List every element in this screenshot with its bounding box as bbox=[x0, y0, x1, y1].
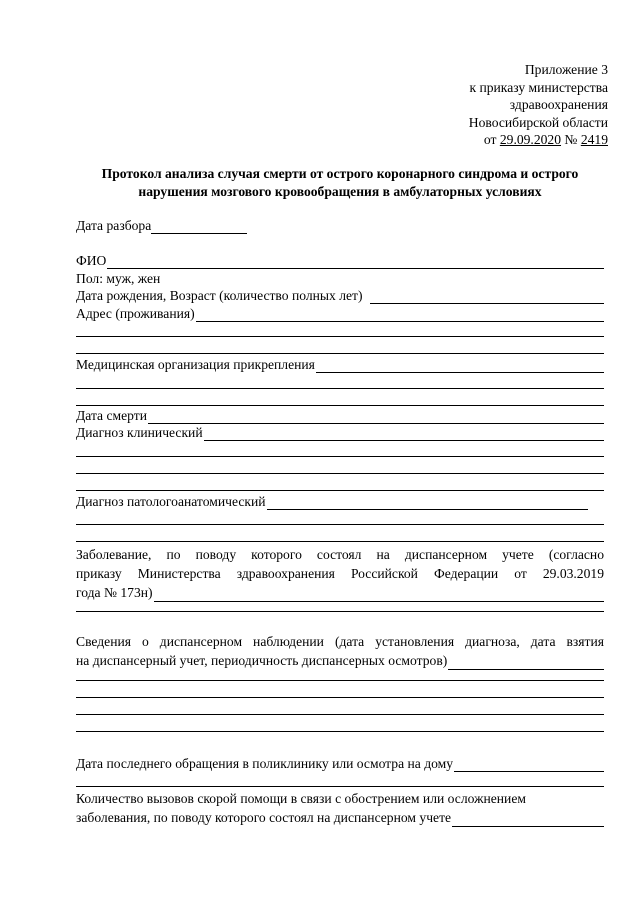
dispensary-info-line-5[interactable] bbox=[76, 714, 604, 715]
dispensary-info-line-4[interactable] bbox=[76, 697, 604, 698]
dispensary-disease-line-1: Заболевание, по поводу которого состоял на диспансерном учете (согласно bbox=[76, 547, 604, 562]
dispensary-info-line-3[interactable] bbox=[76, 680, 604, 681]
birth-age-label: Дата рождения, Возраст (количество полных лет) bbox=[76, 288, 363, 303]
clinical-diagnosis-line-2[interactable] bbox=[76, 456, 604, 457]
last-visit-row bbox=[76, 756, 604, 772]
pathology-diagnosis-label: Диагноз патологоанатомический bbox=[76, 494, 266, 509]
full-name-row bbox=[76, 253, 604, 269]
dispensary-disease-block bbox=[76, 545, 604, 602]
ambulance-label-end: заболевания, по поводу которого состоял на диспансерном учете bbox=[76, 810, 452, 825]
appendix-line-3: здравоохранения bbox=[509, 97, 608, 113]
document-title bbox=[70, 165, 610, 200]
dispensary-info-field[interactable] bbox=[448, 657, 604, 670]
dispensary-disease-line-2: приказу Министерства здравоохранения Российской Федерации от 29.03.2019 bbox=[76, 566, 604, 581]
address-field[interactable] bbox=[196, 309, 604, 322]
med-org-line-3[interactable] bbox=[76, 405, 604, 406]
address-line-3[interactable] bbox=[76, 353, 604, 354]
ambulance-block bbox=[76, 789, 604, 827]
dispensary-disease-field[interactable] bbox=[154, 589, 604, 602]
review-date-field[interactable] bbox=[151, 221, 247, 234]
med-org-label: Медицинская организация прикрепления bbox=[76, 357, 315, 372]
review-date-row bbox=[76, 218, 247, 234]
sex-label: Пол: муж, жен bbox=[76, 271, 161, 286]
dispensary-info-block bbox=[76, 632, 604, 670]
appendix-line-1: Приложение 3 bbox=[524, 62, 608, 77]
dispensary-disease-line-extra[interactable] bbox=[76, 611, 604, 612]
death-date-label: Дата смерти bbox=[76, 408, 147, 423]
death-date-row bbox=[76, 408, 604, 424]
full-name-field[interactable] bbox=[107, 256, 604, 269]
dispensary-info-line-2 bbox=[76, 651, 604, 670]
clinical-diagnosis-field[interactable] bbox=[204, 428, 604, 441]
ambulance-field[interactable] bbox=[452, 814, 604, 827]
title-line-1: Протокол анализа случая смерти от острого коронарного синдрома и острого bbox=[101, 166, 579, 181]
address-label: Адрес (проживания) bbox=[76, 306, 195, 321]
appendix-line-4: Новосибирской области bbox=[468, 114, 608, 130]
clinical-diagnosis-label: Диагноз клинический bbox=[76, 425, 203, 440]
med-org-field[interactable] bbox=[316, 360, 604, 373]
dispensary-disease-line-3 bbox=[76, 583, 604, 602]
med-org-line-2[interactable] bbox=[76, 388, 604, 389]
appendix-prefix: от bbox=[483, 132, 497, 148]
full-name-label: ФИО bbox=[76, 253, 107, 268]
address-row bbox=[76, 306, 604, 322]
med-org-row bbox=[76, 357, 604, 373]
pathology-diagnosis-row bbox=[76, 494, 588, 510]
clinical-diagnosis-line-3[interactable] bbox=[76, 473, 604, 474]
clinical-diagnosis-line-4[interactable] bbox=[76, 490, 604, 491]
appendix-order-ref bbox=[469, 131, 608, 149]
appendix-number: 2419 bbox=[580, 132, 608, 148]
dispensary-info-line-1: Сведения о диспансерном наблюдении (дата установления диагноза, дата взятия bbox=[76, 634, 604, 649]
dispensary-disease-label-end: года № 173н) bbox=[76, 585, 153, 600]
pathology-diagnosis-line-3[interactable] bbox=[76, 541, 604, 542]
review-date-label: Дата разбора bbox=[76, 218, 152, 233]
birth-age-field[interactable] bbox=[370, 291, 604, 304]
last-visit-field[interactable] bbox=[454, 759, 604, 772]
pathology-diagnosis-field[interactable] bbox=[267, 497, 588, 510]
dispensary-info-line-6[interactable] bbox=[76, 731, 604, 732]
ambulance-line-1: Количество вызовов скорой помощи в связи с обострением или осложнением bbox=[76, 791, 526, 806]
title-line-2: нарушения мозгового кровообращения в амбулаторных условиях bbox=[138, 183, 542, 199]
sex-row bbox=[76, 271, 604, 287]
pathology-diagnosis-line-2[interactable] bbox=[76, 524, 604, 525]
appendix-number-sign: № bbox=[564, 132, 578, 148]
ambulance-line-2 bbox=[76, 808, 604, 827]
appendix-line-2: к приказу министерства bbox=[469, 79, 608, 95]
birth-age-row bbox=[76, 288, 604, 304]
clinical-diagnosis-row bbox=[76, 425, 604, 441]
last-visit-line-2[interactable] bbox=[76, 786, 604, 787]
dispensary-info-label-end: на диспансерный учет, периодичность диспансерных осмотров) bbox=[76, 653, 448, 668]
appendix-date: 29.09.2020 bbox=[499, 132, 562, 148]
appendix-header bbox=[469, 61, 608, 149]
last-visit-label: Дата последнего обращения в поликлинику или осмотра на дому bbox=[76, 756, 454, 771]
death-date-field[interactable] bbox=[148, 411, 604, 424]
address-line-2[interactable] bbox=[76, 336, 604, 337]
